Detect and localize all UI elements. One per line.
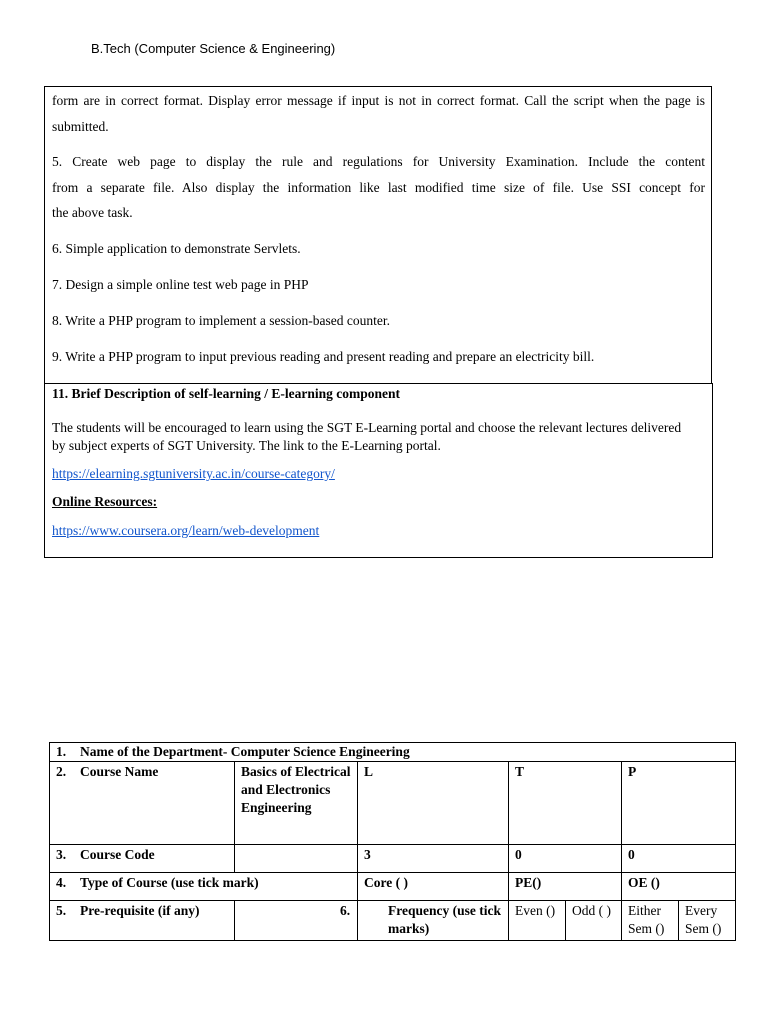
tutorial-header: T [509,762,622,845]
course-name-label: Course Name [80,764,159,779]
course-name-value: Basics of Electrical and Electronics Engineering [235,762,358,845]
experiment-6: 6. Simple application to demonstrate Servlets. [52,241,301,256]
lecture-header: L [358,762,509,845]
course-code-value [235,845,358,873]
course-type-label-cell: 4. Type of Course (use tick mark) [50,873,358,901]
experiment-4-continuation: form are in correct format. Display error message if input is not in correct format. Call the script when the page is submitted. [52,93,705,134]
experiment-9: 9. Write a PHP program to input previous reading and present reading and prepare an electricity bill. [52,349,595,364]
frequency-label-cell: 6. Frequency (use tick marks) [358,901,509,941]
practical-credits: 0 [622,845,736,873]
table-row [50,873,736,901]
tutorial-credits: 0 [509,845,622,873]
even-option: Even () [509,901,566,941]
table-row [50,845,736,873]
either-sem-option: Either Sem () [622,901,679,941]
online-resources-label: Online Resources: [52,494,158,509]
elearning-link[interactable]: https://elearning.sgtuniversity.ac.in/course-category/ [52,466,335,481]
course-code-label-cell: 3. Course Code [50,845,235,873]
self-learning-description: The students will be encouraged to learn using the SGT E-Learning portal and choose the relevant lectures delivered by subject experts of SGT University. The link to the E-Learning portal. [52,420,682,453]
course-code-label: Course Code [80,847,155,862]
page-header: B.Tech (Computer Science & Engineering) [91,41,336,56]
frequency-label: Frequency (use tick marks) [388,903,501,936]
course-details-table [49,742,736,941]
department-cell: 1. Name of the Department- Computer Science Engineering [50,743,736,762]
every-sem-option: Every Sem () [679,901,736,941]
experiment-7: 7. Design a simple online test web page in PHP [52,277,309,292]
odd-option: Odd ( ) [566,901,622,941]
department-label: Name of the Department- Computer Science Engineering [80,744,410,759]
oe-option: OE () [622,873,736,901]
table-row [50,901,736,941]
course-type-label: Type of Course (use tick mark) [80,875,259,890]
coursera-link[interactable]: https://www.coursera.org/learn/web-development [52,523,320,538]
course-name-label-cell: 2. Course Name [50,762,235,845]
core-option: Core ( ) [358,873,509,901]
pe-option: PE() [509,873,622,901]
lecture-credits: 3 [358,845,509,873]
table-row [50,743,736,762]
experiment-5-line-1: 5. Create web page to display the rule and regulations for University Examination. Include the content [52,154,705,169]
practical-header: P [622,762,736,845]
self-learning-heading: 11. Brief Description of self-learning / E-learning component [52,386,400,401]
prerequisite-label: Pre-requisite (if any) [80,903,200,918]
experiment-8: 8. Write a PHP program to implement a session-based counter. [52,313,391,328]
prerequisite-label-cell: 5. Pre-requisite (if any) [50,901,235,941]
experiment-5-line-2: from a separate file. Also display the information like last modified time size of file. Use SSI concept for [52,180,705,195]
experiment-5-line-3: the above task. [52,205,133,220]
table-row [50,762,736,845]
